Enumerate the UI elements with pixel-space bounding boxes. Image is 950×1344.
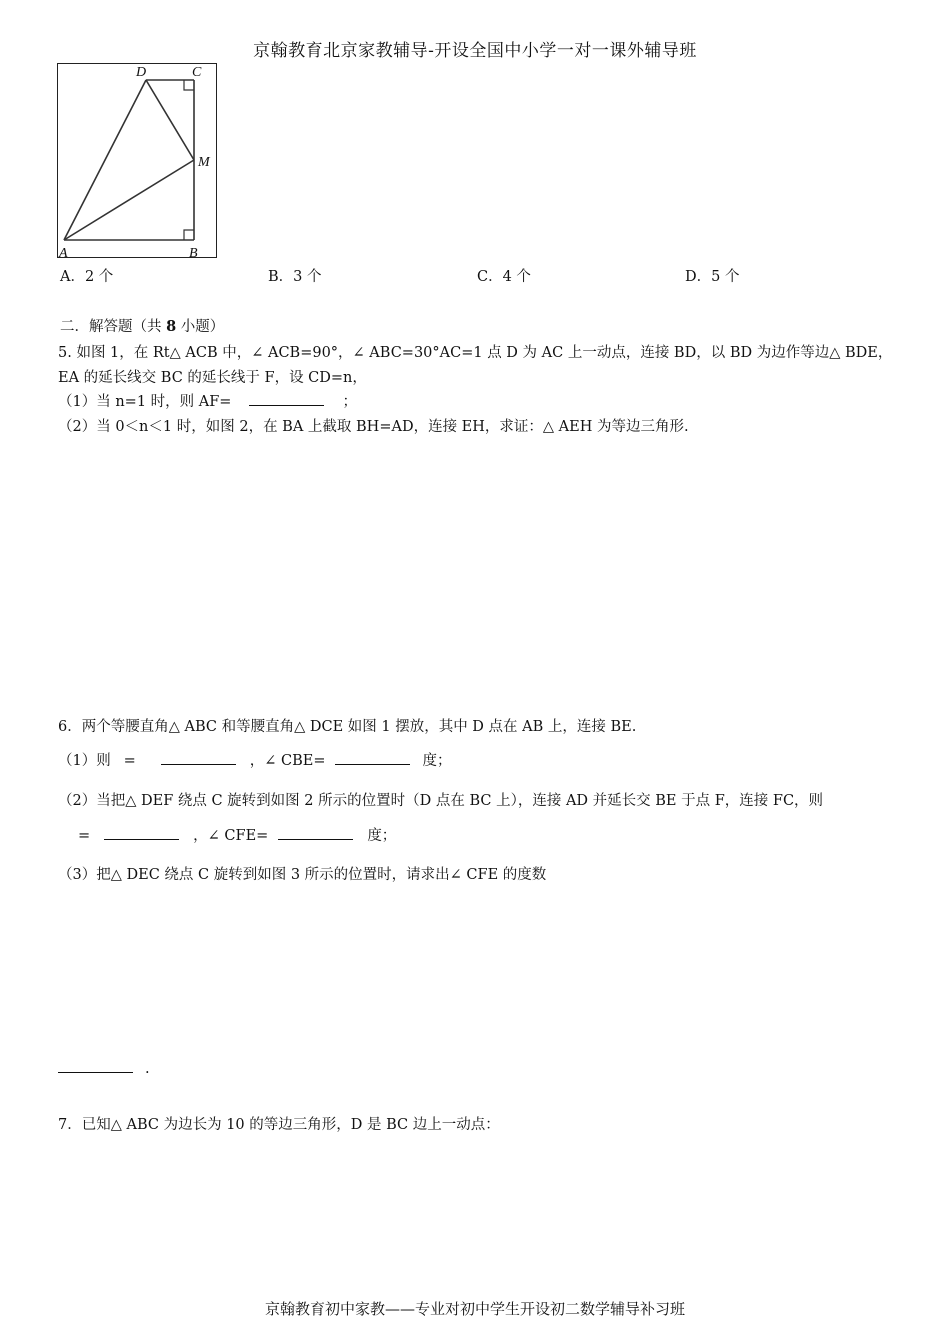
- label-B: B: [189, 246, 198, 259]
- q5-line1: 5. 如图 1，在 Rt△ ACB 中，∠ ACB=90°，∠ ABC=30°AC=1 点 D 为 AC 上一动点，连接 BD，以 BD 为边作等边△ BDE，: [58, 345, 893, 361]
- label-M: M: [198, 155, 210, 170]
- q6-ratio-blank-1: [161, 750, 236, 765]
- section-prefix: 二．解答题（共: [60, 319, 167, 335]
- label-C: C: [192, 65, 202, 80]
- q6-tail: .: [145, 1061, 150, 1077]
- option-d: D．5 个: [685, 269, 740, 285]
- q6-part2-eq: =: [78, 828, 91, 844]
- q7-line1: 7．已知△ ABC 为边长为 10 的等边三角形，D 是 BC 边上一动点：: [58, 1117, 500, 1133]
- q6-angle-blank-2: [278, 825, 353, 840]
- q6-line1: 6．两个等腰直角△ ABC 和等腰直角△ DCE 如图 1 摆放，其中 D 点在 AB 上，连接 BE.: [58, 719, 637, 735]
- section-count: 8: [166, 318, 177, 335]
- q6-part2-b: ，∠ CFE=: [193, 828, 269, 844]
- q5-part1: [58, 390, 357, 411]
- q6-part3: （3）把△ DEC 绕点 C 旋转到如图 3 所示的位置时，请求出∠ CFE 的度数: [58, 867, 547, 883]
- q6-part1-a: （1）则: [58, 753, 111, 769]
- option-a: A．2 个: [60, 269, 114, 285]
- q5-part2: （2）当 0＜n＜1 时，如图 2，在 BA 上截取 BH=AD，连接 EH，求证：△ AEH 为等边三角形.: [58, 419, 689, 435]
- label-D: D: [136, 65, 147, 80]
- section-title: [60, 315, 224, 336]
- label-A: A: [59, 246, 68, 259]
- q6-part2-c: 度；: [367, 828, 397, 844]
- q6-angle-blank-1: [335, 750, 410, 765]
- geometry-figure-drawing: [58, 64, 218, 259]
- q6-tail-line: [58, 1058, 150, 1077]
- q5-part1-prefix: （1）当 n=1 时，则 AF=: [58, 394, 232, 410]
- option-c: C．4 个: [477, 269, 531, 285]
- q5-part1-suffix: ；: [342, 394, 357, 410]
- q6-part2-line2: [78, 824, 396, 845]
- q5-af-blank: [249, 391, 324, 406]
- page-header: 京翰教育北京家教辅导-开设全国中小学一对一课外辅导班: [253, 41, 697, 61]
- q5-line2: EA 的延长线交 BC 的延长线于 F，设 CD=n，: [58, 370, 367, 386]
- geometry-figure: [57, 63, 217, 258]
- q6-part1-eq: =: [123, 753, 136, 769]
- q6-part2-line1: （2）当把△ DEF 绕点 C 旋转到如图 2 所示的位置时（D 点在 BC 上），连接 AD 并延长交 BE 于点 F，连接 FC，则: [58, 793, 824, 809]
- q6-tail-blank: [58, 1058, 133, 1073]
- section-suffix: 小题）: [176, 319, 225, 335]
- q6-ratio-blank-2: [104, 825, 179, 840]
- page-footer: 京翰教育初中家教——专业对初中学生开设初二数学辅导补习班: [264, 1300, 685, 1318]
- q6-part1: [58, 749, 451, 770]
- q6-part1-c: 度；: [422, 753, 452, 769]
- q6-part1-b: ，∠ CBE=: [249, 753, 326, 769]
- option-b: B．3 个: [268, 269, 322, 285]
